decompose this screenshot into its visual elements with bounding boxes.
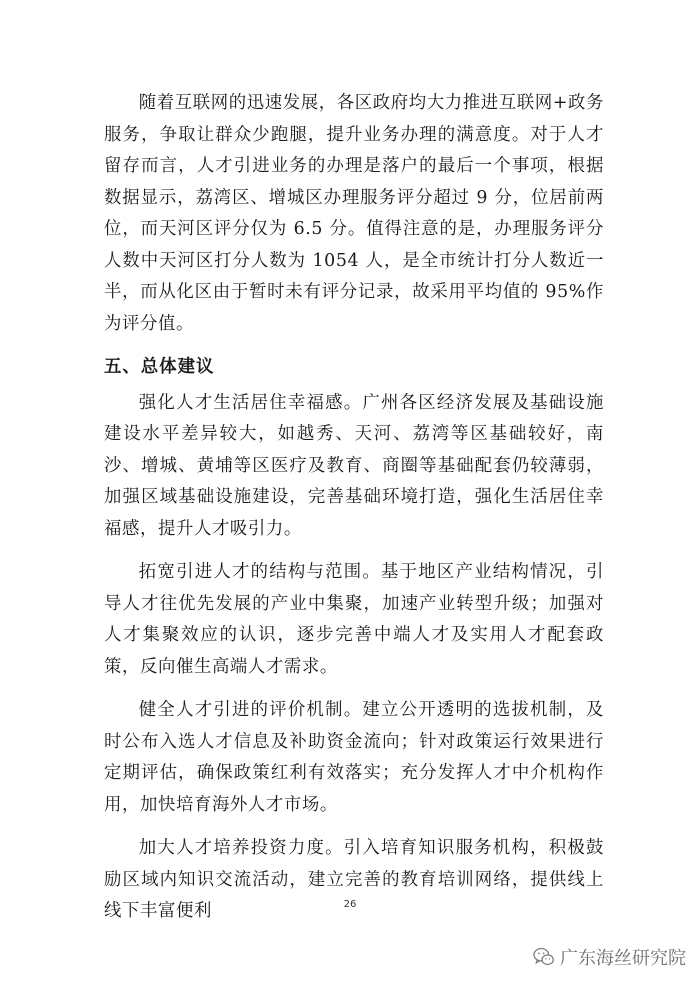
- body-paragraph: 拓宽引进人才的结构与范围。基于地区产业结构情况，引导人才往优先发展的产业中集聚，加速产业转型升级；加强对人才集聚效应的认识，逐步完善中端人才及实用人才配套政策，反向催生高端人才需求。: [104, 562, 604, 677]
- body-paragraph: 强化人才生活居住幸福感。广州各区经济发展及基础设施建设水平差异较大，如越秀、天河、荔湾等区基础较好，南沙、增城、黄埔等区医疗及教育、商圈等基础配套仍较薄弱，加强区域基础设施建设，完善基础环境打造，强化生活居住幸福感，提升人才吸引力。: [104, 392, 604, 539]
- wechat-icon: [533, 947, 555, 967]
- section-heading: 五、总体建议: [104, 357, 215, 377]
- document-body: [104, 88, 604, 940]
- body-paragraph: 随着互联网的迅速发展，各区政府均大力推进互联网+政务服务，争取让群众少跑腿，提升业务办理的满意度。对于人才留存而言，人才引进业务的办理是落户的最后一个事项，根据数据显示，荔湾区、增城区办理服务评分超过 9 分，位居前两位，而天河区评分仅为 6.5 分。值得注意的是，办理服务评分人数中天河区打分人数为 1054 人，是全市统计打分人数近一半，而从化区由于暂时未有评分记录，故采用平均值的 95%作为评分值。: [104, 93, 604, 334]
- watermark-text: 广东海丝研究院: [560, 948, 686, 969]
- watermark: [533, 944, 686, 970]
- body-paragraph: 加大人才培养投资力度。引入培育知识服务机构，积极鼓励区域内知识交流活动，建立完善的教育培训网络，提供线上线下丰富便利: [104, 838, 604, 921]
- page-number: 26: [343, 899, 357, 910]
- body-paragraph: 健全人才引进的评价机制。建立公开透明的选拔机制，及时公布入选人才信息及补助资金流向；针对政策运行效果进行定期评估，确保政策红利有效落实；充分发挥人才中介机构作用，加快培育海外人才市场。: [104, 700, 604, 815]
